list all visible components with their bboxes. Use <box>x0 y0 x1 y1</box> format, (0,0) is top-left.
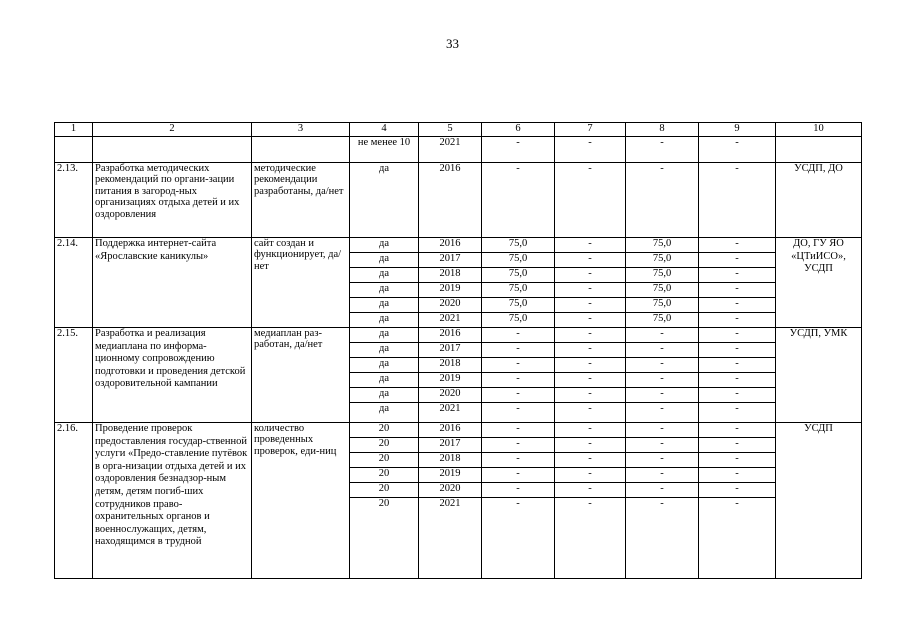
header-cell: 7 <box>555 123 626 137</box>
value-cell: 75,0 <box>626 253 699 268</box>
year-cell: 2021 <box>419 498 482 579</box>
header-cell: 4 <box>350 123 419 137</box>
value-cell: - <box>699 298 776 313</box>
value-cell: - <box>482 343 555 358</box>
target-value: 20 <box>350 453 419 468</box>
value-cell: - <box>626 403 699 423</box>
target-value: да <box>350 283 419 298</box>
value-cell: - <box>699 238 776 253</box>
value-cell: - <box>699 358 776 373</box>
target-value: да <box>350 253 419 268</box>
value-cell: - <box>482 453 555 468</box>
header-cell: 8 <box>626 123 699 137</box>
item-number: 2.13. <box>55 163 93 238</box>
value-cell: - <box>626 373 699 388</box>
value-cell: - <box>555 453 626 468</box>
table-row <box>55 423 862 438</box>
header-cell: 2 <box>93 123 252 137</box>
target-value: да <box>350 343 419 358</box>
value-cell: - <box>555 137 626 163</box>
header-row <box>55 123 862 137</box>
target-value: да <box>350 163 419 238</box>
value-cell: - <box>699 268 776 283</box>
target-value: да <box>350 388 419 403</box>
indicator: методические рекомендации разработаны, да/нет <box>252 163 350 238</box>
header-cell: 3 <box>252 123 350 137</box>
year-cell: 2018 <box>419 268 482 283</box>
value-cell: 75,0 <box>626 313 699 328</box>
year-cell: 2021 <box>419 403 482 423</box>
target-value: не менее 10 <box>350 137 419 163</box>
empty-cell <box>93 137 252 163</box>
value-cell: - <box>699 328 776 343</box>
value-cell: - <box>555 373 626 388</box>
item-number: 2.15. <box>55 328 93 423</box>
value-cell: - <box>482 358 555 373</box>
value-cell: - <box>699 137 776 163</box>
value-cell: - <box>482 328 555 343</box>
value-cell: 75,0 <box>626 283 699 298</box>
value-cell: - <box>555 388 626 403</box>
value-cell: - <box>699 483 776 498</box>
target-value: 20 <box>350 468 419 483</box>
target-value: да <box>350 298 419 313</box>
value-cell: - <box>482 483 555 498</box>
indicator: сайт создан и функционирует, да/нет <box>252 238 350 328</box>
header-cell: 6 <box>482 123 555 137</box>
year-cell: 2018 <box>419 358 482 373</box>
value-cell: - <box>482 373 555 388</box>
target-value: 20 <box>350 498 419 579</box>
target-value: да <box>350 403 419 423</box>
target-value: 20 <box>350 438 419 453</box>
year-cell: 2019 <box>419 468 482 483</box>
value-cell: 75,0 <box>482 253 555 268</box>
value-cell: - <box>482 403 555 423</box>
value-cell: 75,0 <box>482 283 555 298</box>
value-cell: - <box>626 358 699 373</box>
value-cell: - <box>626 438 699 453</box>
item-name: Проведение проверок предоставления государ-ственной услуги «Предо-ставление путёвок в орга-низации отдыха детей и их оздоровления безнадзор-ным детям, детям погиб-ших сотрудников право-охранительных органов и военнослужащих, детям, находящимся в трудной <box>93 423 252 579</box>
value-cell: - <box>626 453 699 468</box>
value-cell: - <box>555 423 626 438</box>
value-cell: 75,0 <box>626 268 699 283</box>
value-cell: - <box>699 453 776 468</box>
year-cell: 2019 <box>419 283 482 298</box>
value-cell: - <box>699 283 776 298</box>
table-row <box>55 238 862 253</box>
value-cell: - <box>555 438 626 453</box>
value-cell: - <box>699 253 776 268</box>
value-cell: - <box>482 137 555 163</box>
value-cell: - <box>699 403 776 423</box>
value-cell: - <box>699 343 776 358</box>
empty-cell <box>55 137 93 163</box>
value-cell: - <box>555 343 626 358</box>
value-cell: - <box>555 483 626 498</box>
year-cell: 2016 <box>419 423 482 438</box>
item-name: Поддержка интернет-сайта «Ярославские каникулы» <box>93 238 252 328</box>
target-value: 20 <box>350 423 419 438</box>
executor: УСДП <box>776 423 862 579</box>
target-value: да <box>350 358 419 373</box>
year-cell: 2019 <box>419 373 482 388</box>
year-cell: 2021 <box>419 137 482 163</box>
continuation-row <box>55 137 862 163</box>
value-cell: - <box>699 388 776 403</box>
value-cell: - <box>482 438 555 453</box>
value-cell: - <box>482 468 555 483</box>
value-cell: - <box>555 253 626 268</box>
target-value: да <box>350 238 419 253</box>
header-cell: 1 <box>55 123 93 137</box>
year-cell: 2017 <box>419 253 482 268</box>
item-name: Разработка методических рекомендаций по органи-зации питания в загород-ных организациях отдыха детей и их оздоровления <box>93 163 252 238</box>
value-cell: - <box>699 313 776 328</box>
year-cell: 2016 <box>419 238 482 253</box>
program-table <box>54 122 862 579</box>
value-cell: - <box>555 403 626 423</box>
year-cell: 2016 <box>419 328 482 343</box>
target-value: да <box>350 313 419 328</box>
value-cell: - <box>699 498 776 579</box>
value-cell: - <box>555 358 626 373</box>
item-name: Разработка и реализация медиаплана по информа-ционному сопровождению подготовки и проведения детской оздоровительной кампании <box>93 328 252 423</box>
value-cell: - <box>555 283 626 298</box>
year-cell: 2020 <box>419 298 482 313</box>
value-cell: 75,0 <box>482 268 555 283</box>
value-cell: - <box>555 238 626 253</box>
value-cell: 75,0 <box>626 238 699 253</box>
executor: УСДП, ДО <box>776 163 862 238</box>
value-cell: - <box>555 328 626 343</box>
value-cell: - <box>626 137 699 163</box>
value-cell: - <box>555 298 626 313</box>
table-row <box>55 163 862 238</box>
target-value: 20 <box>350 483 419 498</box>
value-cell: - <box>555 498 626 579</box>
item-number: 2.16. <box>55 423 93 579</box>
target-value: да <box>350 268 419 283</box>
value-cell: - <box>699 373 776 388</box>
target-value: да <box>350 373 419 388</box>
year-cell: 2021 <box>419 313 482 328</box>
value-cell: - <box>482 163 555 238</box>
header-cell: 10 <box>776 123 862 137</box>
executor: ДО, ГУ ЯО «ЦТиИСО», УСДП <box>776 238 862 328</box>
value-cell: 75,0 <box>482 313 555 328</box>
target-value: да <box>350 328 419 343</box>
value-cell: - <box>626 343 699 358</box>
year-cell: 2018 <box>419 453 482 468</box>
header-cell: 5 <box>419 123 482 137</box>
value-cell: - <box>699 468 776 483</box>
empty-cell <box>776 137 862 163</box>
page-number: 33 <box>446 36 459 51</box>
value-cell: 75,0 <box>626 298 699 313</box>
header-cell: 9 <box>699 123 776 137</box>
empty-cell <box>252 137 350 163</box>
executor: УСДП, УМК <box>776 328 862 423</box>
year-cell: 2017 <box>419 438 482 453</box>
value-cell: - <box>626 163 699 238</box>
value-cell: - <box>555 313 626 328</box>
value-cell: 75,0 <box>482 298 555 313</box>
value-cell: - <box>699 438 776 453</box>
value-cell: - <box>626 468 699 483</box>
value-cell: - <box>482 423 555 438</box>
value-cell: - <box>699 423 776 438</box>
value-cell: - <box>555 468 626 483</box>
year-cell: 2020 <box>419 483 482 498</box>
year-cell: 2016 <box>419 163 482 238</box>
value-cell: - <box>626 423 699 438</box>
value-cell: - <box>482 498 555 579</box>
value-cell: - <box>626 498 699 579</box>
value-cell: 75,0 <box>482 238 555 253</box>
value-cell: - <box>626 328 699 343</box>
indicator: медиаплан раз-работан, да/нет <box>252 328 350 423</box>
value-cell: - <box>555 163 626 238</box>
indicator: количество проведенных проверок, еди-ниц <box>252 423 350 579</box>
item-number: 2.14. <box>55 238 93 328</box>
table-row <box>55 328 862 343</box>
value-cell: - <box>482 388 555 403</box>
year-cell: 2017 <box>419 343 482 358</box>
value-cell: - <box>626 388 699 403</box>
year-cell: 2020 <box>419 388 482 403</box>
value-cell: - <box>699 163 776 238</box>
value-cell: - <box>626 483 699 498</box>
value-cell: - <box>555 268 626 283</box>
